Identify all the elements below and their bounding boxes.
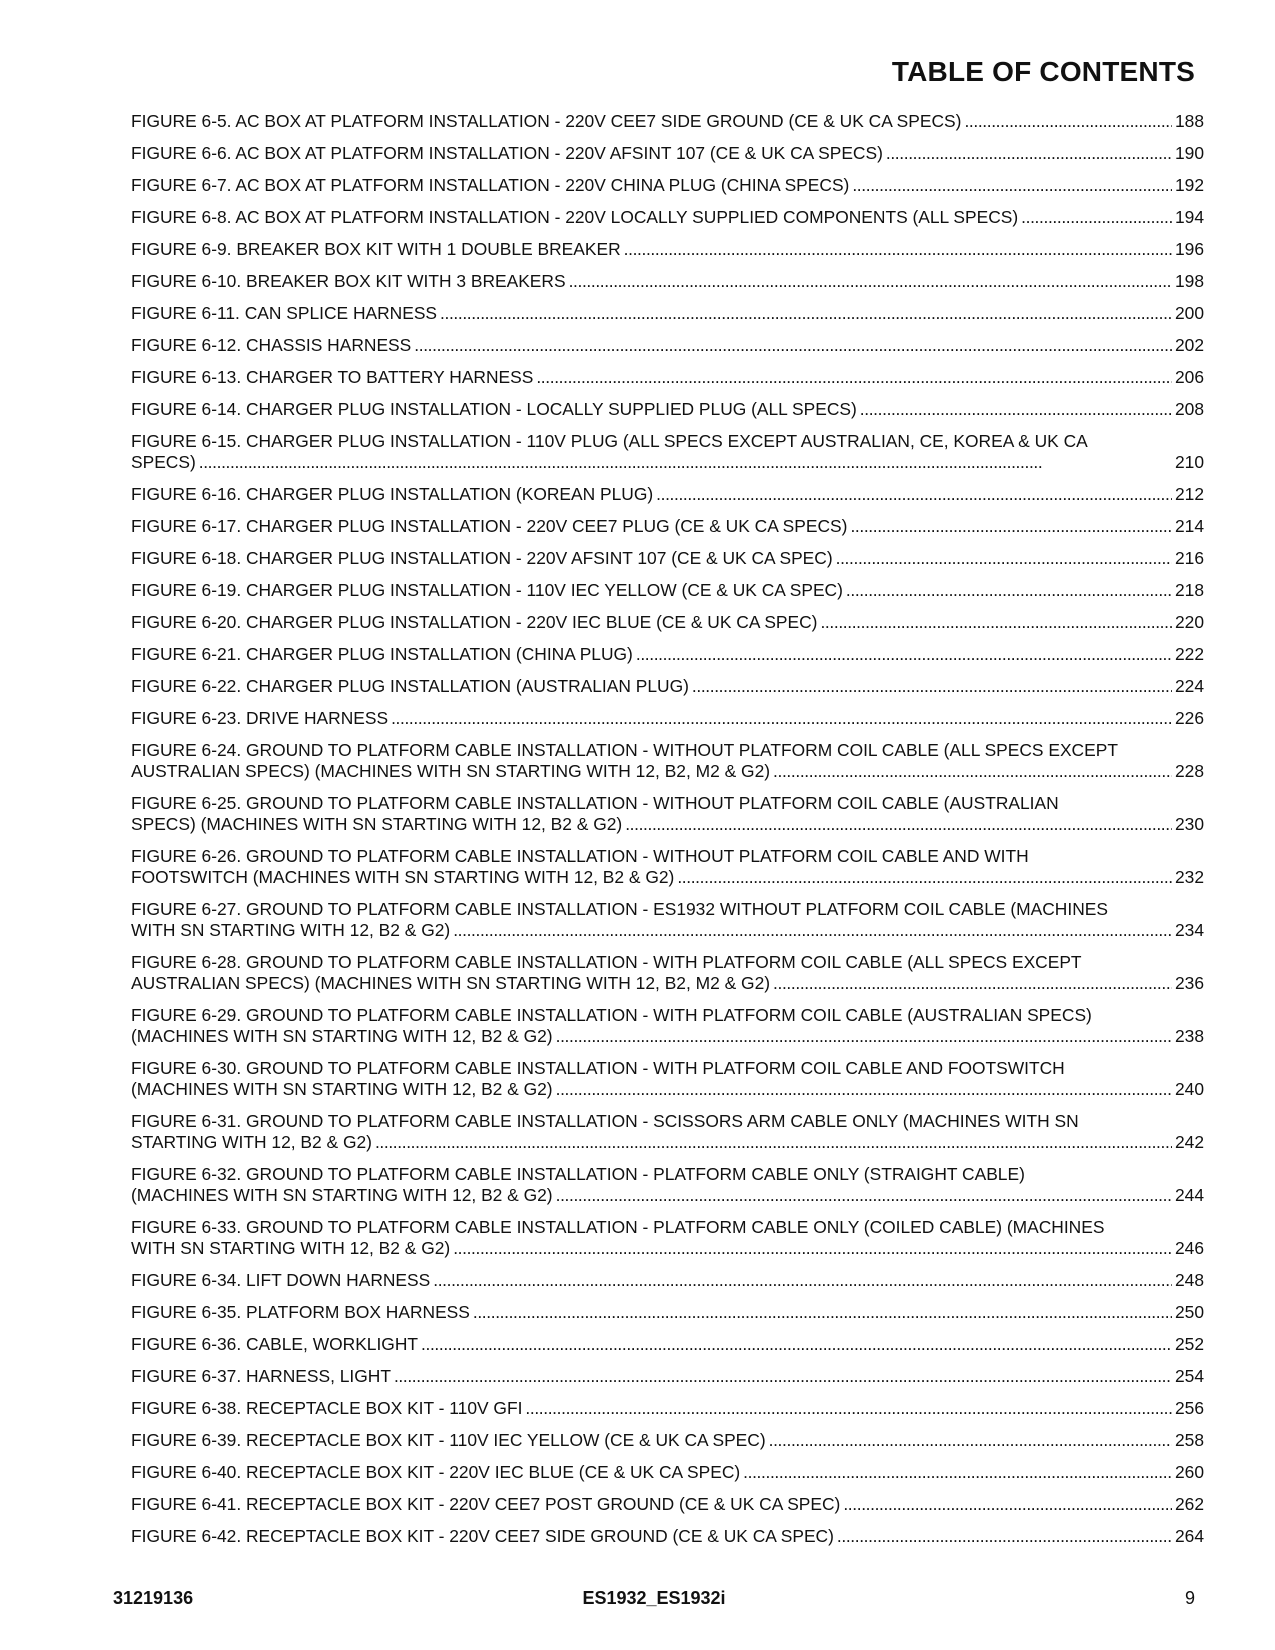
toc-entry-line <box>131 207 1204 228</box>
toc-entry-title-line: FIGURE 6-32. GROUND TO PLATFORM CABLE INSTALLATION - PLATFORM CABLE ONLY (STRAIGHT CABLE) <box>131 1164 1025 1184</box>
toc-entry[interactable] <box>131 1430 1204 1451</box>
toc-entry-title: FIGURE 6-8. AC BOX AT PLATFORM INSTALLATION - 220V LOCALLY SUPPLIED COMPONENTS (ALL SPECS) <box>131 207 1019 227</box>
toc-entry[interactable] <box>131 335 1204 356</box>
toc-entry-title: FIGURE 6-16. CHARGER PLUG INSTALLATION (KOREAN PLUG) <box>131 484 654 504</box>
toc-entry[interactable] <box>131 207 1204 228</box>
toc-entry-line <box>131 1462 1204 1483</box>
dot-leader <box>820 612 1172 633</box>
toc-page-number: 210 <box>1174 452 1204 472</box>
toc-entry-title-line: FIGURE 6-30. GROUND TO PLATFORM CABLE INSTALLATION - WITH PLATFORM COIL CABLE AND FOOTSWITCH <box>131 1058 1065 1078</box>
dot-leader <box>391 708 1172 729</box>
toc-page-number: 228 <box>1174 761 1204 781</box>
toc-entry[interactable] <box>131 516 1204 537</box>
toc-entry[interactable] <box>131 1270 1204 1291</box>
toc-entry-title: FIGURE 6-10. BREAKER BOX KIT WITH 3 BREAKERS <box>131 271 566 291</box>
toc-entry[interactable] <box>131 612 1204 633</box>
dot-leader <box>625 814 1172 835</box>
toc-entry-title: FIGURE 6-9. BREAKER BOX KIT WITH 1 DOUBLE BREAKER <box>131 239 621 259</box>
dot-leader <box>525 1398 1172 1419</box>
toc-entry-line <box>131 920 1204 941</box>
toc-entry-title: FIGURE 6-18. CHARGER PLUG INSTALLATION - 220V AFSINT 107 (CE & UK CA SPEC) <box>131 548 833 568</box>
toc-entry-line <box>131 1238 1204 1259</box>
toc-entry-title: WITH SN STARTING WITH 12, B2 & G2) <box>131 1238 451 1258</box>
toc-entry[interactable] <box>131 303 1204 324</box>
toc-entry-title: FIGURE 6-41. RECEPTACLE BOX KIT - 220V CEE7 POST GROUND (CE & UK CA SPEC) <box>131 1494 841 1514</box>
toc-list <box>131 111 1204 1558</box>
dot-leader <box>773 973 1172 994</box>
toc-entry-title-line: FIGURE 6-25. GROUND TO PLATFORM CABLE INSTALLATION - WITHOUT PLATFORM COIL CABLE (AUSTRALIAN <box>131 793 1059 813</box>
toc-entry[interactable] <box>131 846 1204 888</box>
toc-page-number: 260 <box>1174 1462 1204 1482</box>
toc-entry-line <box>131 484 1204 505</box>
dot-leader <box>421 1334 1172 1355</box>
toc-page-number: 236 <box>1174 973 1204 993</box>
dot-leader <box>743 1462 1172 1483</box>
toc-entry-title: FIGURE 6-6. AC BOX AT PLATFORM INSTALLATION - 220V AFSINT 107 (CE & UK CA SPECS) <box>131 143 883 163</box>
toc-entry-line <box>131 1398 1204 1419</box>
toc-entry-title: AUSTRALIAN SPECS) (MACHINES WITH SN STARTING WITH 12, B2, M2 & G2) <box>131 973 771 993</box>
dot-leader <box>850 516 1172 537</box>
toc-entry-title: FIGURE 6-23. DRIVE HARNESS <box>131 708 389 728</box>
toc-entry-title-line: FIGURE 6-27. GROUND TO PLATFORM CABLE INSTALLATION - ES1932 WITHOUT PLATFORM COIL CABLE (MACHINES <box>131 899 1108 919</box>
dot-leader <box>453 1238 1172 1259</box>
dot-leader <box>569 271 1172 292</box>
toc-entry-line <box>131 452 1204 473</box>
toc-entry-line <box>131 239 1204 260</box>
toc-entry-line <box>131 1526 1204 1547</box>
toc-entry-line <box>131 1132 1204 1153</box>
toc-entry[interactable] <box>131 1494 1204 1515</box>
toc-page-number: 208 <box>1174 399 1204 419</box>
dot-leader <box>886 143 1172 164</box>
dot-leader <box>677 867 1172 888</box>
dot-leader <box>556 1079 1172 1100</box>
toc-entry-line <box>131 303 1204 324</box>
toc-entry-title: SPECS) (MACHINES WITH SN STARTING WITH 12, B2 & G2) <box>131 814 623 834</box>
dot-leader <box>773 761 1172 782</box>
toc-entry-title: FIGURE 6-13. CHARGER TO BATTERY HARNESS <box>131 367 534 387</box>
toc-page-number: 196 <box>1174 239 1204 259</box>
toc-entry-title: FIGURE 6-22. CHARGER PLUG INSTALLATION (AUSTRALIAN PLUG) <box>131 676 689 696</box>
toc-entry-title-line: FIGURE 6-15. CHARGER PLUG INSTALLATION - 110V PLUG (ALL SPECS EXCEPT AUSTRALIAN, CE, KOREA & UK CA <box>131 431 1088 451</box>
toc-page-number: 264 <box>1174 1526 1204 1546</box>
toc-entry-title-line: FIGURE 6-31. GROUND TO PLATFORM CABLE INSTALLATION - SCISSORS ARM CABLE ONLY (MACHINES WITH SN <box>131 1111 1079 1131</box>
dot-leader <box>375 1132 1172 1153</box>
toc-entry-title-line: FIGURE 6-33. GROUND TO PLATFORM CABLE INSTALLATION - PLATFORM CABLE ONLY (COILED CABLE) (MACHINES <box>131 1217 1105 1237</box>
toc-entry-line <box>131 548 1204 569</box>
toc-entry-title: WITH SN STARTING WITH 12, B2 & G2) <box>131 920 451 940</box>
toc-entry[interactable] <box>131 1302 1204 1323</box>
toc-page-number: 194 <box>1174 207 1204 227</box>
toc-page-number: 212 <box>1174 484 1204 504</box>
toc-entry-line <box>131 708 1204 729</box>
toc-entry-line <box>131 867 1204 888</box>
toc-page-number: 226 <box>1174 708 1204 728</box>
toc-entry-line <box>131 335 1204 356</box>
toc-entry-line <box>131 612 1204 633</box>
dot-leader <box>692 676 1172 697</box>
toc-entry[interactable] <box>131 1164 1204 1206</box>
toc-entry-line <box>131 1185 1204 1206</box>
toc-page-number: 206 <box>1174 367 1204 387</box>
toc-entry-line <box>131 367 1204 388</box>
document-number: 31219136 <box>113 1588 194 1608</box>
dot-leader <box>852 175 1172 196</box>
toc-entry-line <box>131 1334 1204 1355</box>
toc-entry-line <box>131 973 1204 994</box>
dot-leader <box>769 1430 1172 1451</box>
toc-entry-line <box>131 399 1204 420</box>
toc-entry[interactable] <box>131 1058 1204 1100</box>
toc-page-number: 256 <box>1174 1398 1204 1418</box>
toc-entry-title: (MACHINES WITH SN STARTING WITH 12, B2 & G2) <box>131 1185 553 1205</box>
toc-entry[interactable] <box>131 1366 1204 1387</box>
toc-entry-title-line: FIGURE 6-28. GROUND TO PLATFORM CABLE INSTALLATION - WITH PLATFORM COIL CABLE (ALL SPECS EXCEPT <box>131 952 1082 972</box>
toc-entry[interactable] <box>131 676 1204 697</box>
dot-leader <box>433 1270 1172 1291</box>
toc-entry-title: (MACHINES WITH SN STARTING WITH 12, B2 & G2) <box>131 1026 553 1046</box>
toc-entry[interactable] <box>131 1334 1204 1355</box>
dot-leader <box>199 452 1172 473</box>
toc-entry-title: FIGURE 6-7. AC BOX AT PLATFORM INSTALLATION - 220V CHINA PLUG (CHINA SPECS) <box>131 175 850 195</box>
toc-entry[interactable] <box>131 1111 1204 1153</box>
toc-entry-title: FIGURE 6-39. RECEPTACLE BOX KIT - 110V IEC YELLOW (CE & UK CA SPEC) <box>131 1430 766 1450</box>
toc-entry-line <box>131 1270 1204 1291</box>
toc-entry-line <box>131 175 1204 196</box>
toc-entry[interactable] <box>131 1005 1204 1047</box>
toc-entry-line <box>131 761 1204 782</box>
toc-entry[interactable] <box>131 952 1204 994</box>
toc-entry-title: FIGURE 6-34. LIFT DOWN HARNESS <box>131 1270 431 1290</box>
toc-entry[interactable] <box>131 740 1204 782</box>
page-title: TABLE OF CONTENTS <box>891 56 1195 87</box>
toc-page-number: 250 <box>1174 1302 1204 1322</box>
toc-page-number: 234 <box>1174 920 1204 940</box>
toc-entry[interactable] <box>131 431 1204 473</box>
toc-page-number: 252 <box>1174 1334 1204 1354</box>
toc-entry[interactable] <box>131 1217 1204 1259</box>
toc-page-number: 214 <box>1174 516 1204 536</box>
dot-leader <box>414 335 1172 356</box>
toc-entry[interactable] <box>131 271 1204 292</box>
toc-entry[interactable] <box>131 239 1204 260</box>
toc-entry-line <box>131 1026 1204 1047</box>
toc-page-number: 218 <box>1174 580 1204 600</box>
dot-leader <box>846 580 1172 601</box>
toc-entry[interactable] <box>131 1526 1204 1547</box>
toc-page-number: 240 <box>1174 1079 1204 1099</box>
toc-entry[interactable] <box>131 111 1204 132</box>
toc-entry-line <box>131 814 1204 835</box>
toc-page-number: 232 <box>1174 867 1204 887</box>
dot-leader <box>453 920 1172 941</box>
dot-leader <box>624 239 1172 260</box>
toc-page-number: 200 <box>1174 303 1204 323</box>
toc-entry-title: (MACHINES WITH SN STARTING WITH 12, B2 & G2) <box>131 1079 553 1099</box>
toc-entry-title-line: FIGURE 6-26. GROUND TO PLATFORM CABLE INSTALLATION - WITHOUT PLATFORM COIL CABLE AND WITH <box>131 846 1029 866</box>
toc-entry-title: FIGURE 6-35. PLATFORM BOX HARNESS <box>131 1302 470 1322</box>
toc-entry-title: FOOTSWITCH (MACHINES WITH SN STARTING WITH 12, B2 & G2) <box>131 867 675 887</box>
toc-entry-line <box>131 1494 1204 1515</box>
toc-page-number: 192 <box>1174 175 1204 195</box>
toc-entry-title: SPECS) <box>131 452 196 472</box>
toc-entry-line <box>131 516 1204 537</box>
toc-entry-line <box>131 1302 1204 1323</box>
toc-entry[interactable] <box>131 175 1204 196</box>
toc-entry-title-line: FIGURE 6-24. GROUND TO PLATFORM CABLE INSTALLATION - WITHOUT PLATFORM COIL CABLE (ALL SPECS EXCEPT <box>131 740 1118 760</box>
toc-page-number: 222 <box>1174 644 1204 664</box>
toc-entry-line <box>131 676 1204 697</box>
dot-leader <box>394 1366 1172 1387</box>
toc-page-number: 224 <box>1174 676 1204 696</box>
dot-leader <box>556 1185 1172 1206</box>
toc-page-number: 220 <box>1174 612 1204 632</box>
toc-page-number: 190 <box>1174 143 1204 163</box>
toc-entry-title-line: FIGURE 6-29. GROUND TO PLATFORM CABLE INSTALLATION - WITH PLATFORM COIL CABLE (AUSTRALIAN SPECS) <box>131 1005 1092 1025</box>
toc-entry-title: STARTING WITH 12, B2 & G2) <box>131 1132 372 1152</box>
toc-entry[interactable] <box>131 708 1204 729</box>
dot-leader <box>843 1494 1172 1515</box>
toc-page-number: 254 <box>1174 1366 1204 1386</box>
toc-entry-line <box>131 644 1204 665</box>
toc-entry-title: FIGURE 6-19. CHARGER PLUG INSTALLATION - 110V IEC YELLOW (CE & UK CA SPEC) <box>131 580 843 600</box>
dot-leader <box>536 367 1172 388</box>
toc-page-number: 262 <box>1174 1494 1204 1514</box>
toc-entry-line <box>131 1079 1204 1100</box>
toc-entry-title: FIGURE 6-21. CHARGER PLUG INSTALLATION (CHINA PLUG) <box>131 644 633 664</box>
toc-entry-title: FIGURE 6-40. RECEPTACLE BOX KIT - 220V IEC BLUE (CE & UK CA SPEC) <box>131 1462 741 1482</box>
toc-entry-line <box>131 111 1204 132</box>
dot-leader <box>636 644 1172 665</box>
toc-entry[interactable] <box>131 793 1204 835</box>
toc-entry-line <box>131 580 1204 601</box>
toc-page-number: 216 <box>1174 548 1204 568</box>
toc-entry-title: FIGURE 6-38. RECEPTACLE BOX KIT - 110V GFI <box>131 1398 523 1418</box>
toc-entry-title: FIGURE 6-5. AC BOX AT PLATFORM INSTALLATION - 220V CEE7 SIDE GROUND (CE & UK CA SPECS) <box>131 111 962 131</box>
toc-page-number: 246 <box>1174 1238 1204 1258</box>
toc-entry[interactable] <box>131 548 1204 569</box>
dot-leader <box>837 1526 1172 1547</box>
toc-page-number: 188 <box>1174 111 1204 131</box>
toc-entry-title: AUSTRALIAN SPECS) (MACHINES WITH SN STARTING WITH 12, B2, M2 & G2) <box>131 761 771 781</box>
toc-entry-title: FIGURE 6-12. CHASSIS HARNESS <box>131 335 412 355</box>
dot-leader <box>556 1026 1172 1047</box>
model-name: ES1932_ES1932i <box>582 1588 726 1608</box>
toc-entry-title: FIGURE 6-17. CHARGER PLUG INSTALLATION - 220V CEE7 PLUG (CE & UK CA SPECS) <box>131 516 848 536</box>
toc-entry-line <box>131 1366 1204 1387</box>
toc-entry[interactable] <box>131 580 1204 601</box>
dot-leader <box>860 399 1172 420</box>
toc-entry-title: FIGURE 6-36. CABLE, WORKLIGHT <box>131 1334 419 1354</box>
toc-entry[interactable] <box>131 899 1204 941</box>
toc-entry[interactable] <box>131 1398 1204 1419</box>
dot-leader <box>1021 207 1172 228</box>
dot-leader <box>836 548 1172 569</box>
toc-page-number: 258 <box>1174 1430 1204 1450</box>
toc-page-number: 244 <box>1174 1185 1204 1205</box>
toc-entry-line <box>131 271 1204 292</box>
toc-page-number: 238 <box>1174 1026 1204 1046</box>
toc-entry[interactable] <box>131 143 1204 164</box>
toc-entry-title: FIGURE 6-20. CHARGER PLUG INSTALLATION - 220V IEC BLUE (CE & UK CA SPEC) <box>131 612 818 632</box>
toc-entry[interactable] <box>131 644 1204 665</box>
toc-entry-title: FIGURE 6-11. CAN SPLICE HARNESS <box>131 303 438 323</box>
toc-page-number: 248 <box>1174 1270 1204 1290</box>
dot-leader <box>964 111 1172 132</box>
dot-leader <box>473 1302 1172 1323</box>
toc-entry[interactable] <box>131 1462 1204 1483</box>
dot-leader <box>440 303 1172 324</box>
page-number: 9 <box>1184 1588 1195 1608</box>
toc-page-number: 202 <box>1174 335 1204 355</box>
toc-page-number: 242 <box>1174 1132 1204 1152</box>
toc-entry-title: FIGURE 6-14. CHARGER PLUG INSTALLATION - LOCALLY SUPPLIED PLUG (ALL SPECS) <box>131 399 857 419</box>
toc-entry-title: FIGURE 6-42. RECEPTACLE BOX KIT - 220V CEE7 SIDE GROUND (CE & UK CA SPEC) <box>131 1526 834 1546</box>
toc-entry-title: FIGURE 6-37. HARNESS, LIGHT <box>131 1366 391 1386</box>
toc-entry-line <box>131 1430 1204 1451</box>
toc-entry[interactable] <box>131 484 1204 505</box>
toc-entry-line <box>131 143 1204 164</box>
toc-entry[interactable] <box>131 367 1204 388</box>
toc-entry[interactable] <box>131 399 1204 420</box>
toc-page-number: 198 <box>1174 271 1204 291</box>
dot-leader <box>656 484 1172 505</box>
toc-page-number: 230 <box>1174 814 1204 834</box>
